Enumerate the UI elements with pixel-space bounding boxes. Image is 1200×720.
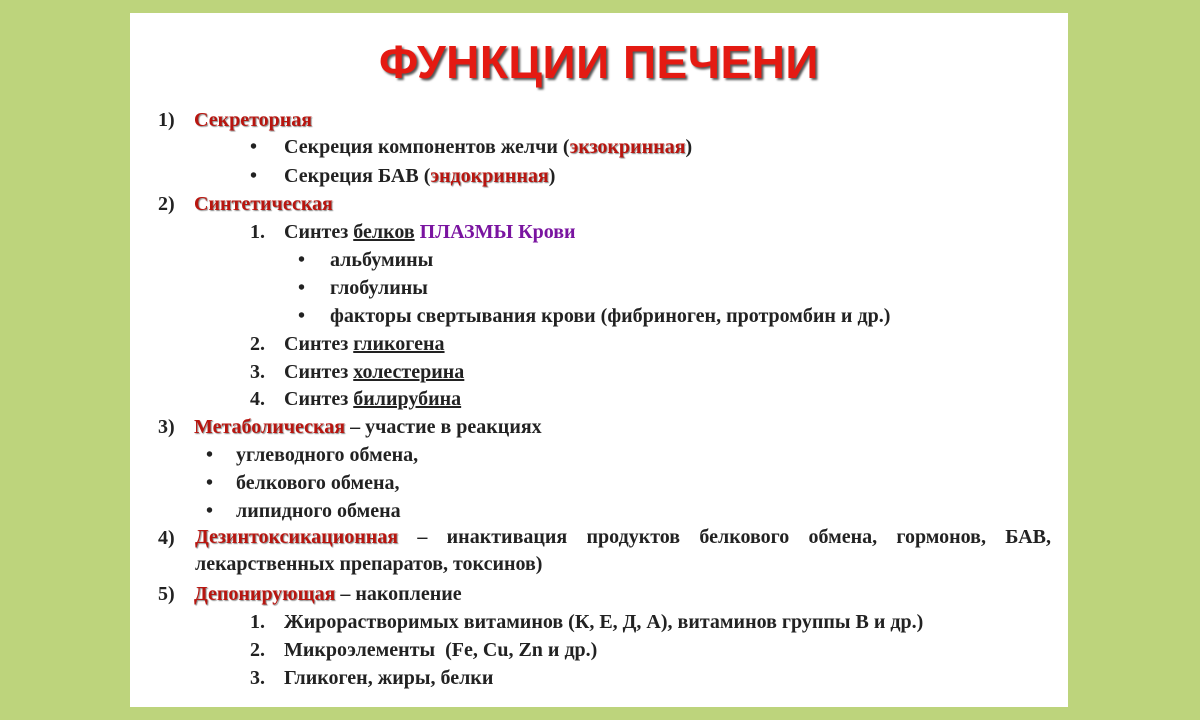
underlined-term: холестерина xyxy=(353,361,465,383)
underlined-term: белков xyxy=(353,221,415,243)
inline-highlight: эндокринная xyxy=(430,165,549,187)
bullet-icon: • xyxy=(206,472,214,494)
item-number: 3. xyxy=(250,361,265,383)
section-name: Секреторная xyxy=(194,109,313,131)
section-name: Депонирующая xyxy=(194,583,336,605)
inline-highlight: экзокринная xyxy=(569,136,686,158)
item-number: 3. xyxy=(250,667,265,689)
section-name: Синтетическая xyxy=(194,193,333,215)
page-title: ФУНКЦИИ ПЕЧЕНИ xyxy=(379,36,819,88)
bullet-icon: • xyxy=(298,249,306,271)
section-number: 4) xyxy=(158,527,175,549)
slide: ФУНКЦИИ ПЕЧЕНИ 1) Секреторная • Секреция компонентов желчи (экзокринная) • Секреция БАВ (эндокринная) 2) Синтетическая 1. Синтез белков ПЛАЗМЫ Крови • альбумины • глобулины • факторы свертывания крови (фибриноген, протромбин и др.) 2. Синтез гликогена 3. Синтез холестерина 4. Синтез билирубина 3) Метаболическая – участие в реакциях • углеводного обмена, • белкового обмена, • липидного обмена 4) Дезинтоксикационная – инактивация продуктов белкового обмена, гормонов, БАВ, лекарственных препаратов, токсинов) 5) Депонирующая – накопление 1. Жирорастворимых витаминов (К, Е, Д, А), витаминов группы В и др.) 2. Микроэлементы (Fe, Cu, Zn и др.) 3. Гликоген, жиры, белки xyxy=(130,13,1068,707)
bullet-icon: • xyxy=(298,305,306,327)
section-number: 3) xyxy=(158,416,175,438)
bullet-icon: • xyxy=(206,500,214,522)
bullet-icon: • xyxy=(298,277,306,299)
bullet-icon: • xyxy=(250,165,258,187)
section-number: 5) xyxy=(158,583,175,605)
section-4-heading: Дезинтоксикационная – инактивация продуктов белкового обмена, гормонов, БАВ, лекарственных препаратов, токсинов) xyxy=(195,526,1051,575)
item-number: 1. xyxy=(250,611,265,633)
section-name: Дезинтоксикационная xyxy=(195,526,399,548)
item-number: 4. xyxy=(250,388,265,410)
section-number: 2) xyxy=(158,193,175,215)
section-number: 1) xyxy=(158,109,175,131)
underlined-term: билирубина xyxy=(353,388,462,410)
inline-highlight: ПЛАЗМЫ Крови xyxy=(419,221,576,243)
item-number: 2. xyxy=(250,639,265,661)
item-number: 1. xyxy=(250,221,265,243)
underlined-term: гликогена xyxy=(353,333,445,355)
bullet-icon: • xyxy=(250,136,258,158)
item-number: 2. xyxy=(250,333,265,355)
section-name: Метаболическая xyxy=(194,416,346,438)
bullet-icon: • xyxy=(206,444,214,466)
